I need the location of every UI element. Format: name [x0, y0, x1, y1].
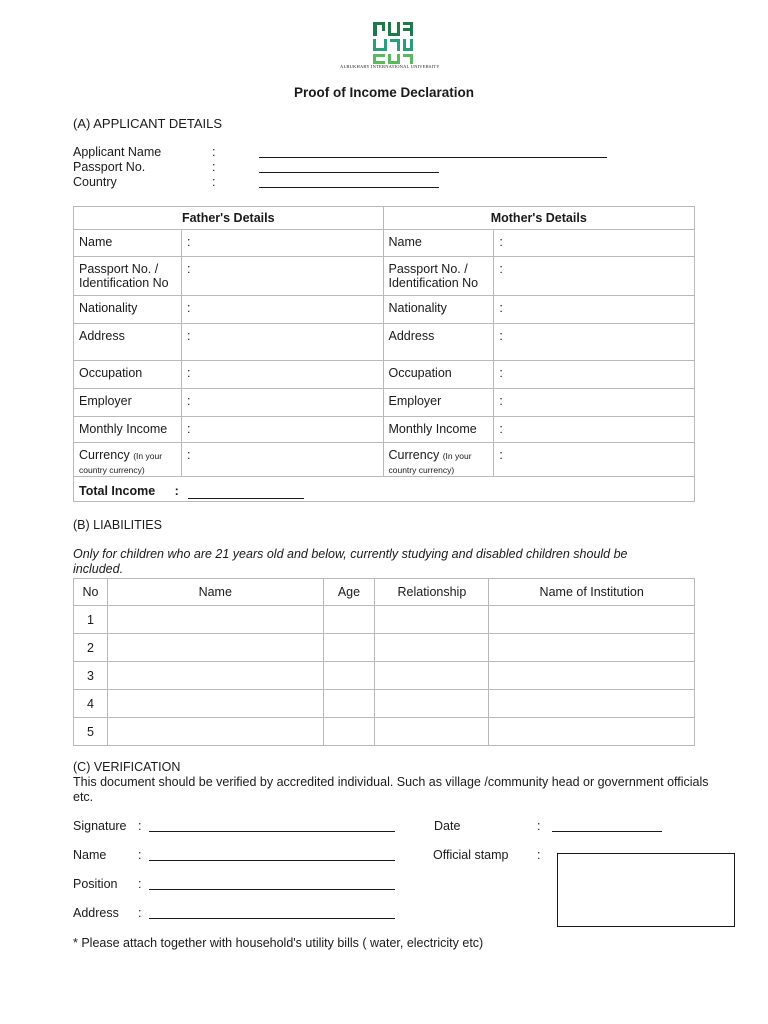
total-income-label: Total Income — [79, 484, 156, 498]
child-institution-cell[interactable] — [489, 634, 695, 662]
date-colon: : — [537, 819, 541, 833]
table-row — [74, 690, 695, 718]
father-nationality-label: Nationality — [74, 296, 182, 324]
page-title: Proof of Income Declaration — [293, 85, 475, 100]
passport-no-colon: : — [212, 160, 216, 174]
father-nationality-field[interactable]: : — [181, 296, 383, 324]
signature-field[interactable] — [149, 831, 395, 832]
signature-label: Signature — [73, 819, 127, 833]
child-relationship-cell[interactable] — [375, 690, 489, 718]
mother-nationality-field[interactable]: : — [494, 296, 695, 324]
total-income-field[interactable] — [188, 484, 304, 499]
father-occupation-field[interactable]: : — [181, 361, 383, 389]
position-label: Position — [73, 877, 118, 891]
row-number: 3 — [74, 662, 108, 690]
date-field[interactable] — [552, 831, 662, 832]
child-name-cell[interactable] — [107, 718, 323, 746]
child-name-cell[interactable] — [107, 662, 323, 690]
father-passport-field[interactable]: : — [181, 257, 383, 296]
mother-monthly-income-label: Monthly Income — [383, 417, 494, 443]
mother-name-label: Name — [383, 230, 494, 257]
child-age-cell[interactable] — [323, 690, 375, 718]
currency-note: (In your country currency) — [388, 451, 472, 475]
child-relationship-cell[interactable] — [375, 606, 489, 634]
father-name-label: Name — [74, 230, 182, 257]
verifier-name-field[interactable] — [149, 860, 395, 861]
father-occupation-label: Occupation — [74, 361, 182, 389]
applicant-name-label: Applicant Name — [73, 145, 162, 159]
mother-currency-field[interactable]: : — [494, 443, 695, 477]
father-currency-field[interactable]: : — [181, 443, 383, 477]
table-row — [74, 718, 695, 746]
passport-no-field[interactable] — [259, 172, 439, 173]
university-logo — [360, 18, 432, 70]
child-relationship-cell[interactable] — [375, 634, 489, 662]
applicant-name-colon: : — [212, 145, 216, 159]
verification-description: This document should be verified by accredited individual. Such as village /community head or government officials etc. — [73, 775, 709, 804]
date-label: Date — [434, 819, 461, 833]
verifier-address-label: Address — [73, 906, 119, 920]
father-passport-label: Passport No. / Identification No — [74, 257, 182, 296]
liabilities-note: Only for children who are 21 years old and below, currently studying and disabled children should be included. — [73, 547, 628, 576]
table-row — [74, 662, 695, 690]
country-field[interactable] — [259, 187, 439, 188]
col-no-header: No — [74, 579, 108, 606]
child-name-cell[interactable] — [107, 690, 323, 718]
child-institution-cell[interactable] — [489, 606, 695, 634]
father-details-heading: Father's Details — [74, 207, 384, 230]
mother-employer-label: Employer — [383, 389, 494, 417]
child-age-cell[interactable] — [323, 662, 375, 690]
child-institution-cell[interactable] — [489, 662, 695, 690]
applicant-section-heading: (A) APPLICANT DETAILS — [73, 116, 223, 131]
verifier-address-colon: : — [138, 906, 142, 920]
total-income-colon: : — [174, 484, 179, 498]
col-age-header: Age — [323, 579, 375, 606]
verifier-address-field[interactable] — [149, 918, 395, 919]
col-relationship-header: Relationship — [375, 579, 489, 606]
father-address-label: Address — [74, 324, 182, 361]
row-number: 1 — [74, 606, 108, 634]
child-institution-cell[interactable] — [489, 718, 695, 746]
father-monthly-income-field[interactable]: : — [181, 417, 383, 443]
verifier-name-label: Name — [73, 848, 107, 862]
child-relationship-cell[interactable] — [375, 718, 489, 746]
child-name-cell[interactable] — [107, 634, 323, 662]
row-number: 4 — [74, 690, 108, 718]
liabilities-section-heading: (B) LIABILITIES — [73, 518, 162, 532]
child-age-cell[interactable] — [323, 606, 375, 634]
mother-passport-label: Passport No. / Identification No — [383, 257, 494, 296]
mother-name-field[interactable]: : — [494, 230, 695, 257]
child-relationship-cell[interactable] — [375, 662, 489, 690]
col-name-header: Name — [107, 579, 323, 606]
father-employer-field[interactable]: : — [181, 389, 383, 417]
liabilities-table — [73, 578, 695, 746]
position-field[interactable] — [149, 889, 395, 890]
university-name: ALBUKHARY INTERNATIONAL UNIVERSITY — [340, 64, 440, 69]
father-name-field[interactable]: : — [181, 230, 383, 257]
official-stamp-box[interactable] — [557, 853, 735, 927]
child-institution-cell[interactable] — [489, 690, 695, 718]
row-number: 2 — [74, 634, 108, 662]
father-monthly-income-label: Monthly Income — [74, 417, 182, 443]
child-name-cell[interactable] — [107, 606, 323, 634]
passport-no-label: Passport No. — [73, 160, 146, 174]
table-row — [74, 606, 695, 634]
position-colon: : — [138, 877, 142, 891]
parents-details-table — [73, 206, 695, 502]
mother-occupation-field[interactable]: : — [494, 361, 695, 389]
verification-section-heading: (C) VERIFICATION — [73, 760, 181, 774]
total-income-row — [74, 477, 695, 502]
father-employer-label: Employer — [74, 389, 182, 417]
father-currency-label: Currency (In your country currency) — [74, 443, 182, 477]
child-age-cell[interactable] — [323, 634, 375, 662]
signature-colon: : — [138, 819, 142, 833]
mother-address-label: Address — [383, 324, 494, 361]
table-row — [74, 634, 695, 662]
father-address-field[interactable]: : — [181, 324, 383, 361]
mother-nationality-label: Nationality — [383, 296, 494, 324]
currency-note: (In your country currency) — [79, 451, 163, 475]
mother-address-field[interactable]: : — [494, 324, 695, 361]
footnote: * Please attach together with household's utility bills ( water, electricity etc) — [73, 936, 484, 950]
row-number: 5 — [74, 718, 108, 746]
mother-details-heading: Mother's Details — [383, 207, 695, 230]
mother-currency-label: Currency (In your country currency) — [383, 443, 494, 477]
col-institution-header: Name of Institution — [489, 579, 695, 606]
mother-monthly-income-field[interactable]: : — [494, 417, 695, 443]
applicant-name-field[interactable] — [259, 157, 607, 158]
verifier-name-colon: : — [138, 848, 142, 862]
mother-employer-field[interactable]: : — [494, 389, 695, 417]
child-age-cell[interactable] — [323, 718, 375, 746]
country-colon: : — [212, 175, 216, 189]
official-stamp-label: Official stamp — [433, 848, 509, 862]
mother-passport-field[interactable]: : — [494, 257, 695, 296]
mother-occupation-label: Occupation — [383, 361, 494, 389]
official-stamp-colon: : — [537, 848, 541, 862]
country-label: Country — [73, 175, 117, 189]
